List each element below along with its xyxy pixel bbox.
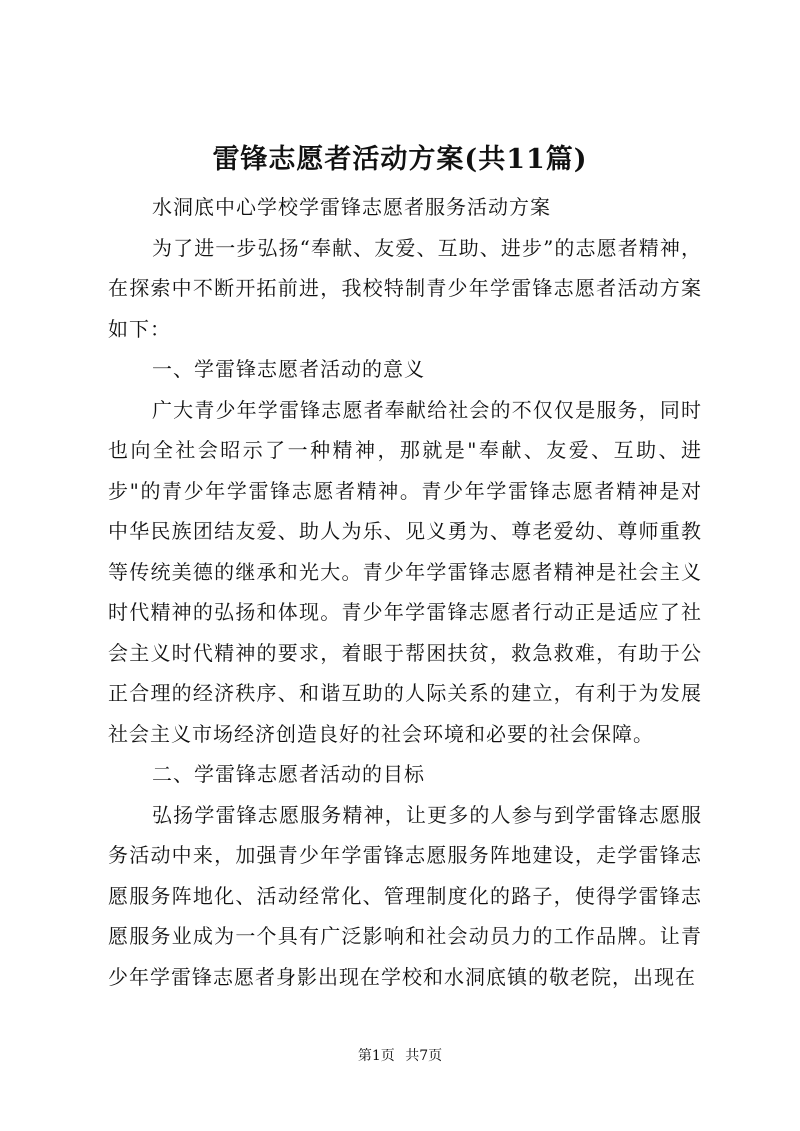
- section-heading-goals: 二、学雷锋志愿者活动的目标: [152, 762, 425, 786]
- document-title: 雷锋志愿者活动方案(共11篇): [212, 144, 588, 175]
- page-total: 共7页: [405, 1048, 443, 1064]
- section-heading-significance: 一、学雷锋志愿者活动的意义: [152, 357, 425, 381]
- paragraph-goals: 弘扬学雷锋志愿服务精神，让更多的人参与到学雷锋志愿服务活动中来，加强青少年学雷锋志愿服务阵地建设，走学雷锋志愿服务阵地化、活动经常化、管理制度化的路子，使得学雷锋志愿服务业成为一个具有广泛影响和社会动员力的工作品牌。让青少年学雷锋志愿者身影出现在学校和水洞底镇的敬老院，出现在: [108, 802, 702, 989]
- paragraph-intro: 为了进一步弘扬“奉献、友爱、互助、进步”的志愿者精神，在探索中不断开拓前进，我校特制青少年学雷锋志愿者活动方案如下：: [108, 235, 702, 341]
- page-footer: [0, 1046, 800, 1066]
- document-body: [108, 187, 702, 997]
- page-number: 第1页: [357, 1048, 395, 1064]
- paragraph-subtitle: 水洞底中心学校学雷锋志愿者服务活动方案: [152, 195, 551, 219]
- paragraph-significance: 广大青少年学雷锋志愿者奉献给社会的不仅仅是服务，同时也向全社会昭示了一种精神，那就是"奉献、友爱、互助、进步"的青少年学雷锋志愿者精神。青少年学雷锋志愿者精神是对中华民族团结友爱、助人为乐、见义勇为、尊老爱幼、尊师重教等传统美德的继承和光大。青少年学雷锋志愿者精神是社会主义时代精神的弘扬和体现。青少年学雷锋志愿者行动正是适应了社会主义时代精神的要求，着眼于帮困扶贫，救急救难，有助于公正合理的经济秩序、和谐互助的人际关系的建立，有利于为发展社会主义市场经济创造良好的社会环境和必要的社会保障。: [108, 397, 702, 746]
